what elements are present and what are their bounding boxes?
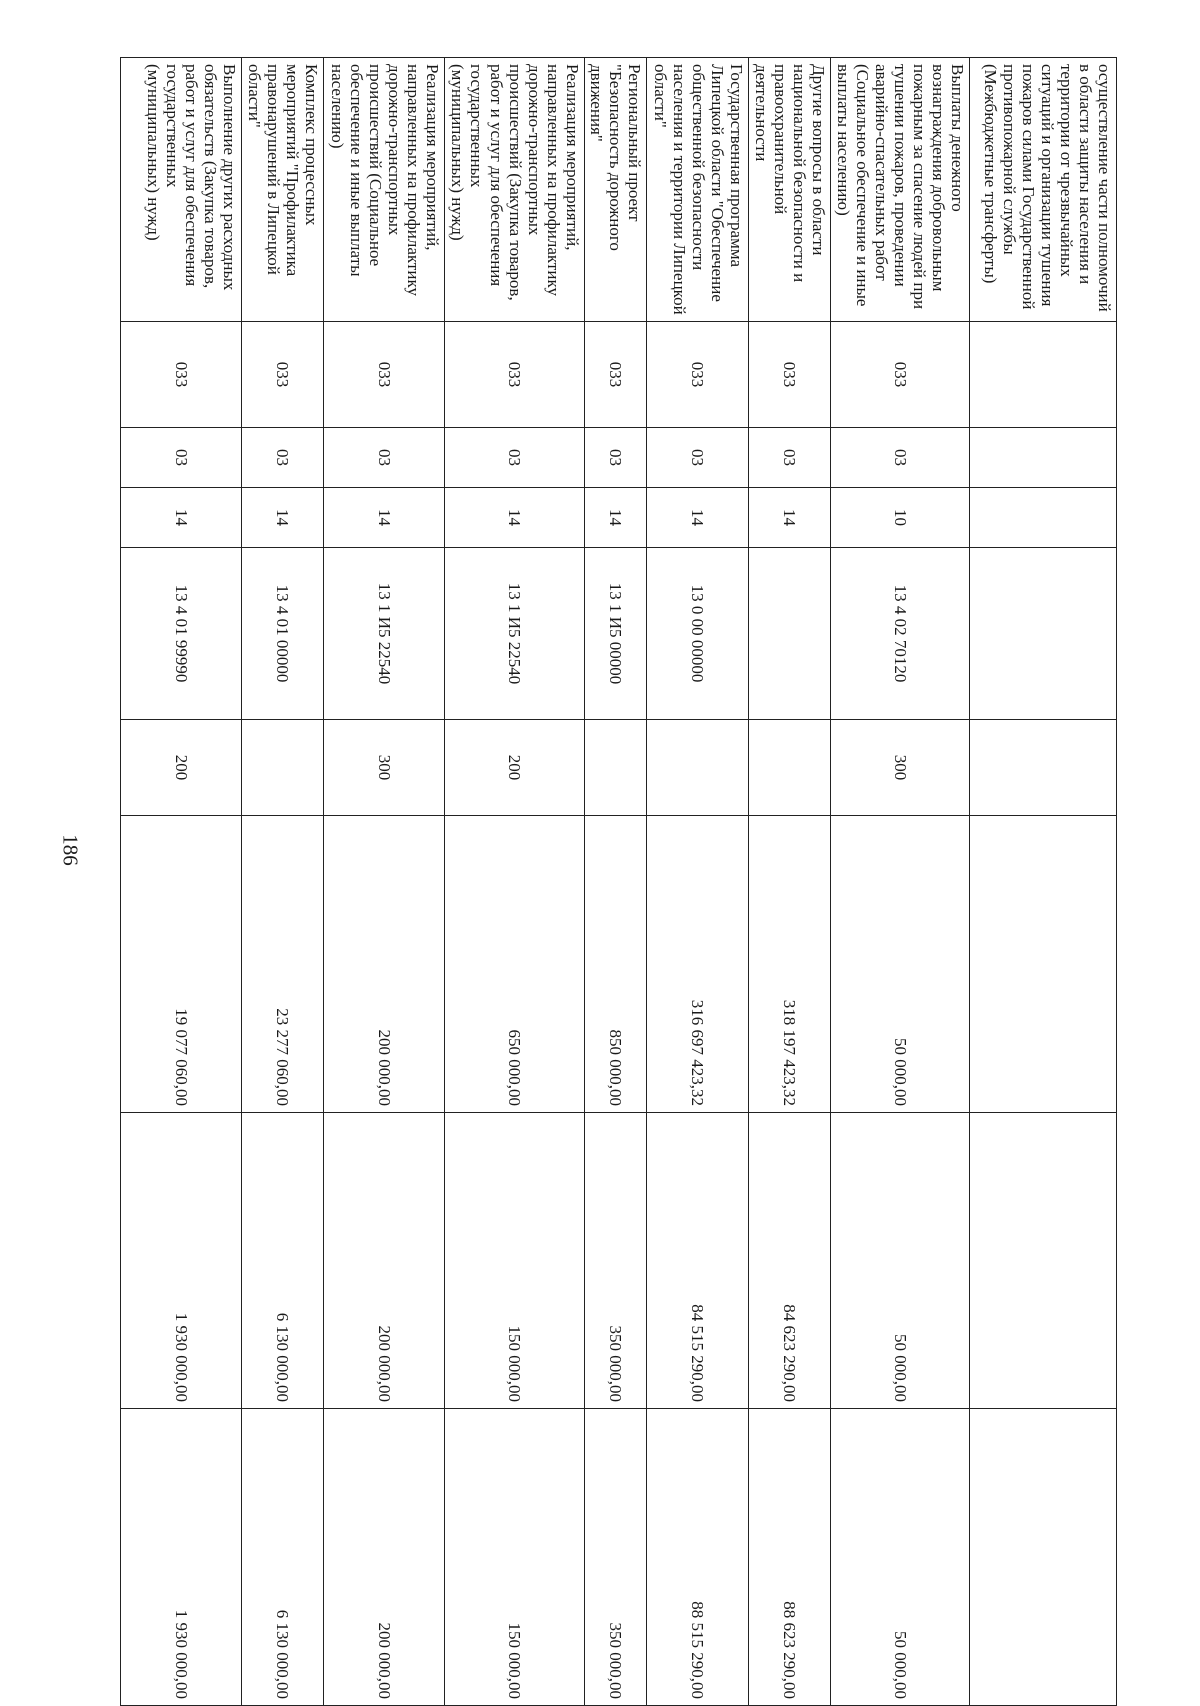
- table-row: [647, 58, 748, 1706]
- row-name: Реализация мероприятий, направленных на профилактику дорожно-транспортных происшествий (Закупка товаров, работ и услуг для обеспечения государственных (муниципальных) нужд): [444, 58, 584, 322]
- target-code: [970, 548, 1117, 720]
- expense-type-code: 300: [324, 720, 445, 816]
- table-row: [748, 58, 830, 1706]
- amount-2: 84 623 290,00: [748, 1113, 830, 1409]
- row-name: Комплекс процессных мероприятий "Профилактика правонарушений в Липецкой области": [242, 58, 324, 322]
- section-code: 03: [242, 428, 324, 488]
- admin-code: 033: [647, 322, 748, 428]
- amount-2: 6 130 000,00: [242, 1113, 324, 1409]
- admin-code: [970, 322, 1117, 428]
- subsection-code: 14: [748, 488, 830, 548]
- target-code: 13 1 И5 22540: [444, 548, 584, 720]
- target-code: 13 1 И5 00000: [584, 548, 647, 720]
- amount-1: 318 197 423,32: [748, 816, 830, 1113]
- expense-type-code: [584, 720, 647, 816]
- section-code: 03: [121, 428, 242, 488]
- subsection-code: 14: [242, 488, 324, 548]
- section-code: [970, 428, 1117, 488]
- subsection-code: 14: [444, 488, 584, 548]
- target-code: 13 4 01 99990: [121, 548, 242, 720]
- amount-2: 50 000,00: [830, 1113, 970, 1409]
- subsection-code: 14: [324, 488, 445, 548]
- amount-1: 316 697 423,32: [647, 816, 748, 1113]
- subsection-code: [970, 488, 1117, 548]
- subsection-code: 14: [584, 488, 647, 548]
- amount-2: 200 000,00: [324, 1113, 445, 1409]
- section-code: 03: [830, 428, 970, 488]
- target-code: 13 0 00 00000: [647, 548, 748, 720]
- target-code: 13 1 И5 22540: [324, 548, 445, 720]
- amount-3: 6 130 000,00: [242, 1409, 324, 1706]
- table-row: [830, 58, 970, 1706]
- amount-1: 650 000,00: [444, 816, 584, 1113]
- amount-1: 850 000,00: [584, 816, 647, 1113]
- amount-1: 19 077 060,00: [121, 816, 242, 1113]
- row-name: Государственная программа Липецкой области "Обеспечение общественной безопасности населения и территории Липецкой области": [647, 58, 748, 322]
- expense-type-code: [970, 720, 1117, 816]
- row-name: Региональный проект "Безопасность дорожного движения": [584, 58, 647, 322]
- amount-3: [970, 1409, 1117, 1706]
- row-name: Другие вопросы в области национальной безопасности и правоохранительной деятельности: [748, 58, 830, 322]
- section-code: 03: [748, 428, 830, 488]
- row-name: Выплаты денежного вознаграждения добровольным пожарным за спасение людей при тушении пожаров, проведении аварийно-спасательных работ (Социальное обеспечение и иные выплаты населению): [830, 58, 970, 322]
- expense-type-code: [647, 720, 748, 816]
- page-number: 186: [58, 834, 83, 866]
- rotated-table-container: [120, 57, 1117, 1705]
- section-code: 03: [444, 428, 584, 488]
- table-row: [242, 58, 324, 1706]
- amount-1: [970, 816, 1117, 1113]
- target-code: 13 4 02 70120: [830, 548, 970, 720]
- amount-1: 23 277 060,00: [242, 816, 324, 1113]
- section-code: 03: [324, 428, 445, 488]
- amount-3: 150 000,00: [444, 1409, 584, 1706]
- table-row: [444, 58, 584, 1706]
- amount-3: 1 930 000,00: [121, 1409, 242, 1706]
- amount-2: 1 930 000,00: [121, 1113, 242, 1409]
- section-code: 03: [584, 428, 647, 488]
- subsection-code: 10: [830, 488, 970, 548]
- target-code: [748, 548, 830, 720]
- subsection-code: 14: [121, 488, 242, 548]
- row-name: Выполнение других расходных обязательств (Закупка товаров, работ и услуг для обеспечения государственных (муниципальных) нужд): [121, 58, 242, 322]
- amount-2: [970, 1113, 1117, 1409]
- amount-3: 200 000,00: [324, 1409, 445, 1706]
- amount-3: 88 623 290,00: [748, 1409, 830, 1706]
- expense-type-code: 200: [444, 720, 584, 816]
- expense-type-code: [748, 720, 830, 816]
- amount-3: 88 515 290,00: [647, 1409, 748, 1706]
- table-row: [324, 58, 445, 1706]
- table-row: [584, 58, 647, 1706]
- amount-3: 50 000,00: [830, 1409, 970, 1706]
- amount-2: 350 000,00: [584, 1113, 647, 1409]
- budget-table: [120, 57, 1117, 1706]
- row-name: осуществление части полномочий в области защиты населения и территории от чрезвычайных ситуаций и организации тушения пожаров силами Государственной противопожарной службы (Межбюджетные трансферты): [970, 58, 1117, 322]
- subsection-code: 14: [647, 488, 748, 548]
- expense-type-code: 300: [830, 720, 970, 816]
- amount-2: 150 000,00: [444, 1113, 584, 1409]
- expense-type-code: 200: [121, 720, 242, 816]
- table-row: [970, 58, 1117, 1706]
- admin-code: 033: [584, 322, 647, 428]
- table-row: [121, 58, 242, 1706]
- amount-1: 50 000,00: [830, 816, 970, 1113]
- admin-code: 033: [748, 322, 830, 428]
- expense-type-code: [242, 720, 324, 816]
- target-code: 13 4 01 00000: [242, 548, 324, 720]
- amount-2: 84 515 290,00: [647, 1113, 748, 1409]
- amount-1: 200 000,00: [324, 816, 445, 1113]
- admin-code: 033: [444, 322, 584, 428]
- row-name: Реализация мероприятий, направленных на профилактику дорожно-транспортных происшествий (Социальное обеспечение и иные выплаты населению): [324, 58, 445, 322]
- admin-code: 033: [121, 322, 242, 428]
- admin-code: 033: [324, 322, 445, 428]
- section-code: 03: [647, 428, 748, 488]
- admin-code: 033: [242, 322, 324, 428]
- admin-code: 033: [830, 322, 970, 428]
- amount-3: 350 000,00: [584, 1409, 647, 1706]
